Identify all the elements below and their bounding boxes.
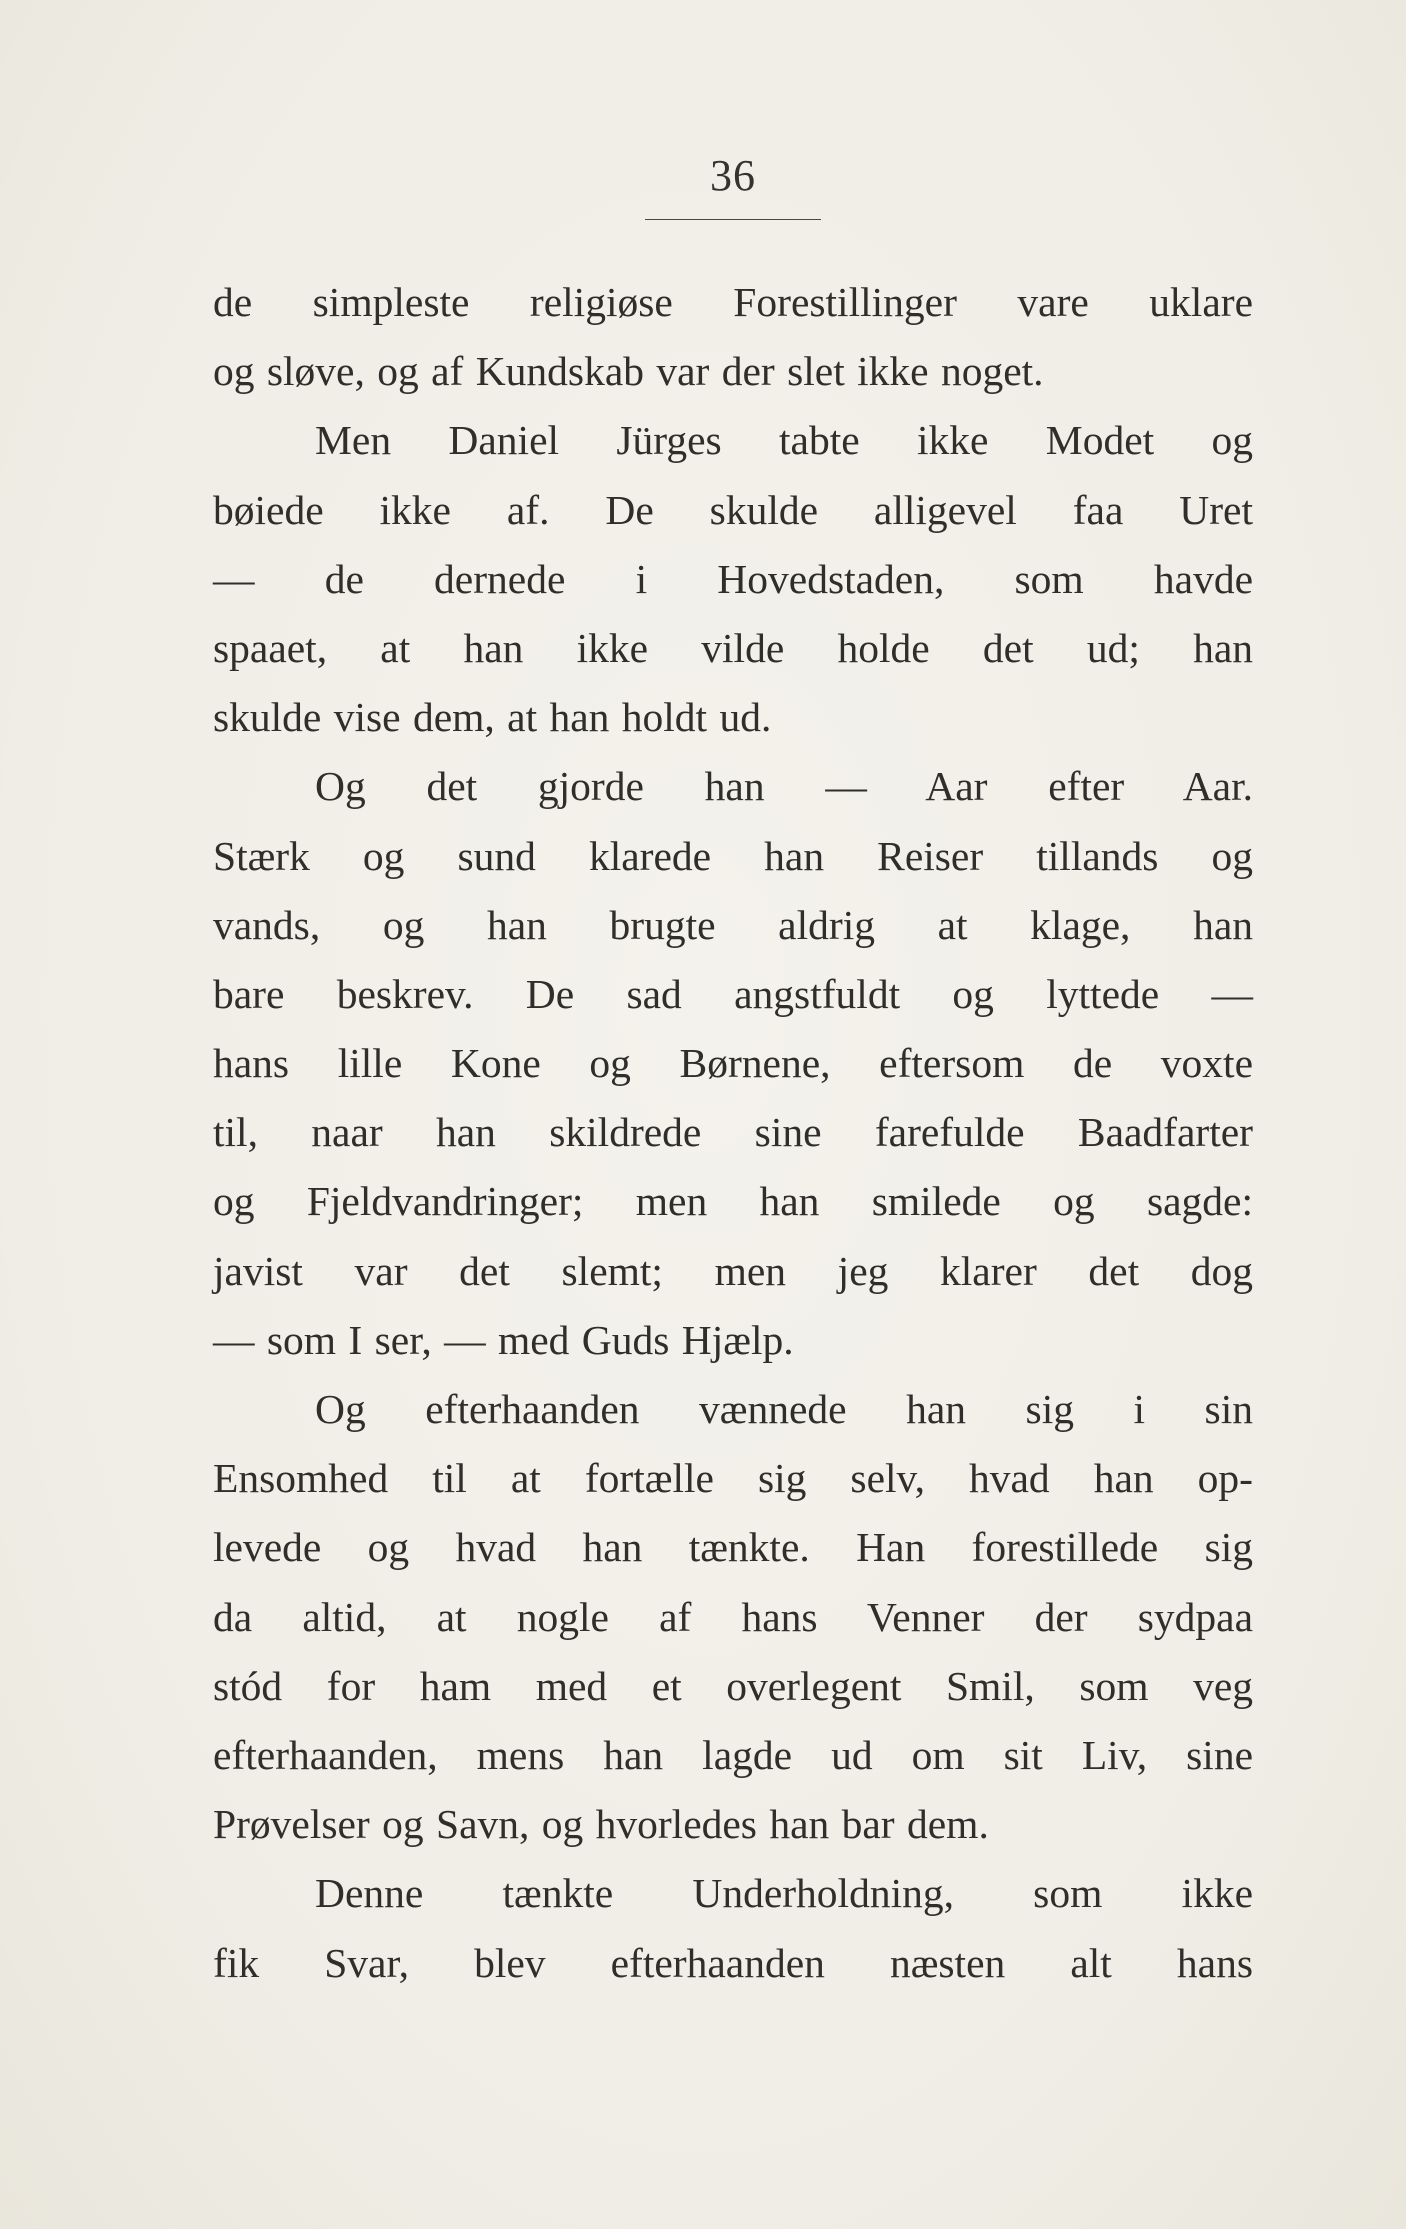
text-line: hans lille Kone og Børnene, eftersom de voxte xyxy=(213,1040,1253,1087)
text-line: bøiede ikke af. De skulde alligevel faa Uret xyxy=(213,486,1253,533)
text-line: efterhaanden, mens han lagde ud om sit Liv, sine xyxy=(213,1731,1253,1778)
text-line: og Fjeldvandringer; men han smilede og sagde: xyxy=(213,1178,1253,1225)
text-line: javist var det slemt; men jeg klarer det dog xyxy=(213,1247,1253,1294)
text-line: skulde vise dem, at han holdt ud. xyxy=(213,694,772,741)
text-line: — de dernede i Hovedstaden, som havde xyxy=(213,555,1253,602)
body-text xyxy=(213,268,1253,1998)
text-line: bare beskrev. De sad angstfuldt og lyttede — xyxy=(213,970,1253,1017)
text-line: stód for ham med et overlegent Smil, som veg xyxy=(213,1662,1253,1709)
text-line: Ensomhed til at fortælle sig selv, hvad han op- xyxy=(213,1455,1253,1502)
text-line: da altid, at nogle af hans Venner der sydpaa xyxy=(213,1593,1253,1640)
text-line: — som I ser, — med Guds Hjælp. xyxy=(213,1316,794,1363)
text-line: levede og hvad han tænkte. Han forestillede sig xyxy=(213,1524,1253,1571)
text-line: Og efterhaanden vænnede han sig i sin xyxy=(315,1386,1253,1432)
text-line: de simpleste religiøse Forestillinger vare uklare xyxy=(213,279,1253,325)
text-line: vands, og han brugte aldrig at klage, han xyxy=(213,901,1253,948)
header-rule xyxy=(645,219,821,220)
text-line: og sløve, og af Kundskab var der slet ikke noget. xyxy=(213,348,1044,395)
page-header xyxy=(645,150,821,220)
text-line: spaaet, at han ikke vilde holde det ud; han xyxy=(213,624,1253,671)
text-line: Stærk og sund klarede han Reiser tillands og xyxy=(213,832,1253,879)
text-line: Og det gjorde han — Aar efter Aar. xyxy=(315,763,1253,810)
text-line: fik Svar, blev efterhaanden næsten alt hans xyxy=(213,1939,1253,1986)
page-number: 36 xyxy=(710,151,756,200)
text-line: Denne tænkte Underholdning, som ikke xyxy=(315,1870,1253,1917)
text-line: Men Daniel Jürges tabte ikke Modet og xyxy=(315,417,1253,464)
text-line: til, naar han skildrede sine farefulde Baadfarter xyxy=(213,1109,1253,1156)
text-line: Prøvelser og Savn, og hvorledes han bar dem. xyxy=(213,1801,989,1848)
